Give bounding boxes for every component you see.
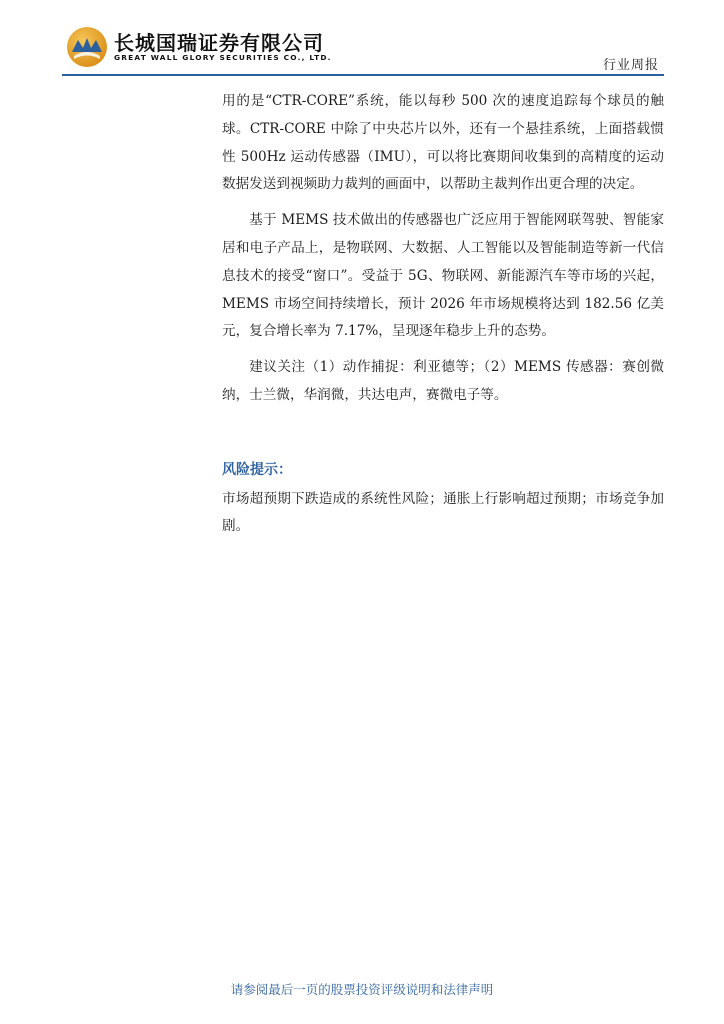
brand-name-en: GREAT WALL GLORY SECURITIES CO., LTD. [114,53,332,62]
body-content [222,88,664,410]
page-header [0,0,724,80]
page-footer-disclaimer: 请参阅最后一页的股票投资评级说明和法律声明 [230,982,494,997]
header-divider [62,74,664,76]
body-paragraph: 基于 MEMS 技术做出的传感器也广泛应用于智能网联驾驶、智能家居和电子产品上，是物联网、大数据、人工智能以及智能制造等新一代信息技术的接受“窗口”。受益于 5G、物联网、新能源汽车等市场的兴起，MEMS 市场空间持续增长，预计 2026 年市场规模将达到 182.56 亿美元，复合增长率为 7.17%，呈现逐年稳步上升的态势。 [222,212,664,340]
brand-name-cn: 长城国瑞证券有限公司 [114,31,324,55]
body-paragraph: 建议关注（1）动作捕捉：利亚德等；（2）MEMS 传感器：赛创微纳，士兰微，华润微，共达电声，赛微电子等。 [222,359,664,403]
body-paragraph: 用的是“CTR-CORE”系统，能以每秒 500 次的速度追踪每个球员的触球。CTR-CORE 中除了中央芯片以外，还有一个悬挂系统，上面搭载惯性 500Hz 运动传感器（IMU），可以将比赛期间收集到的高精度的运动数据发送到视频助力裁判的画面中，以帮助主裁判作出更合理的决定。 [222,93,664,193]
risk-warning-title: 风险提示： [222,462,292,478]
risk-warning-text: 市场超预期下跌造成的系统性风险；通胀上行影响超过预期；市场竞争加剧。 [222,491,664,534]
report-type-label: 行业周报 [602,58,659,73]
great-wall-glory-logo-icon [66,26,108,68]
